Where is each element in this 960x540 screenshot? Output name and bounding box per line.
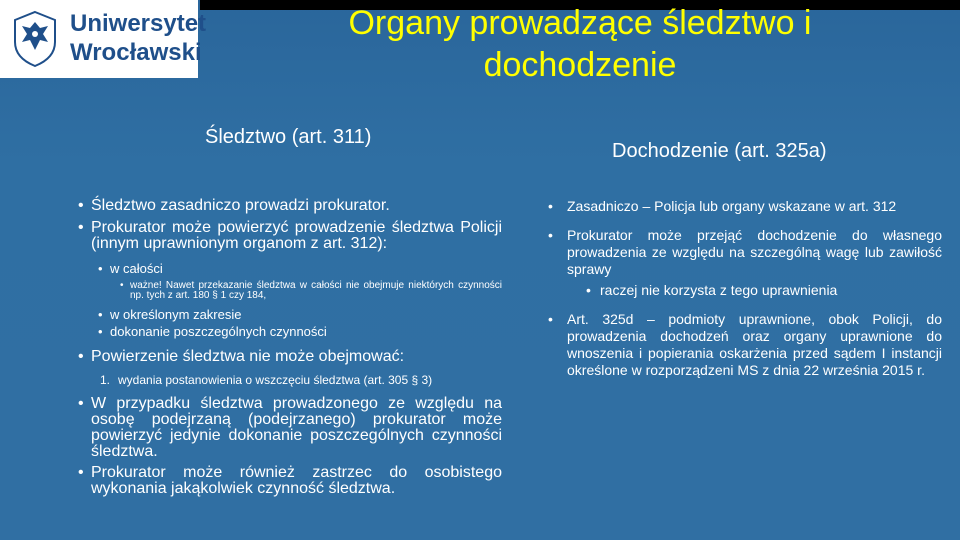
university-name-line2: Wrocławski [70, 39, 202, 66]
slide-title-line1: Organy prowadzące śledztwo i [348, 4, 812, 42]
numbered-item [100, 374, 502, 386]
list-item: • Art. 325d – podmioty uprawnione, obok Policji, do prowadzenia dochodzeń oraz organy uprawnione do wnoszenia i popierania oskarżenia przed sądem I instancji określone w rozporządzeni MS z dnia 22 września 2015 r. [548, 311, 942, 379]
university-logo [0, 0, 207, 78]
university-name-line1: Uniwersytet [70, 10, 207, 37]
right-column [548, 198, 942, 387]
eagle-emblem-icon [10, 10, 60, 68]
university-name [70, 9, 206, 67]
left-column [74, 198, 502, 503]
list-item: • W przypadku śledztwa prowadzonego ze względu na osobę podejrzaną (podejrzanego) prokurator może powierzyć jedynie dokonanie poszczególnych czynności śledztwa. [74, 396, 502, 460]
numbered-item-number: 1. [100, 373, 111, 387]
list-item: • Prokurator może przejąć dochodzenie do własnego prowadzenia ze względu na szczególną wagę lub zawiłość sprawy [548, 227, 942, 278]
slide-title-line2: dochodzenie [483, 46, 677, 84]
sub-list-item: • raczej nie korzysta z tego uprawnienia [586, 282, 942, 299]
sub-list-item: • dokonanie poszczególnych czynności [98, 325, 502, 339]
left-column-heading: Śledztwo (art. 311) [205, 126, 372, 148]
slide-title [290, 2, 870, 86]
numbered-item-text: wydania postanowienia o wszczęciu śledztwa (art. 305 § 3) [118, 373, 433, 387]
list-item: • Powierzenie śledztwa nie może obejmować: [74, 349, 502, 365]
list-item: • Prokurator może powierzyć prowadzenie śledztwa Policji (innym uprawnionym organom z art. 312): [74, 220, 502, 252]
note-list-item: • ważne! Nawet przekazanie śledztwa w całości nie obejmuje niektórych czynności np. tych z art. 180 § 1 czy 184, [120, 281, 502, 301]
list-item: • Prokurator może również zastrzec do osobistego wykonania jakąkolwiek czynność śledztwa. [74, 465, 502, 497]
list-item: • Zasadniczo – Policja lub organy wskazane w art. 312 [548, 198, 942, 215]
list-item: • Śledztwo zasadniczo prowadzi prokurator. [74, 198, 502, 214]
sub-list-item: • w określonym zakresie [98, 308, 502, 322]
sub-list-item: • w całości [98, 262, 502, 276]
right-column-heading: Dochodzenie (art. 325a) [612, 140, 827, 162]
